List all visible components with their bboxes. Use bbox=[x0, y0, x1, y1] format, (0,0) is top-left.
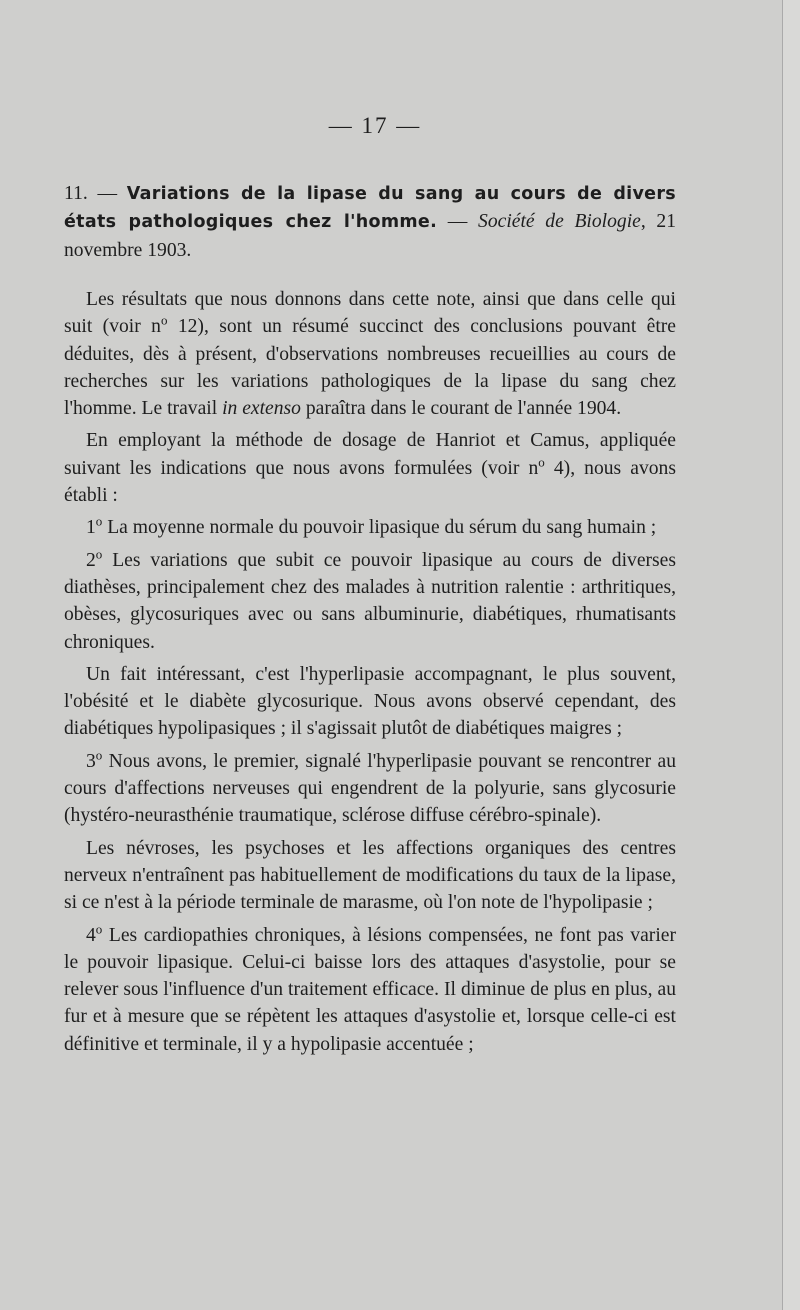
entry-dash: — bbox=[97, 183, 118, 204]
body-text bbox=[64, 286, 676, 1063]
paragraph-method: En employant la méthode de dosage de Hanriot et Camus, appliquée suivant les indications que nous avons formulées (voir $n^o$ 4), nous avons établi : bbox=[64, 430, 676, 507]
entry-number: 11. bbox=[64, 183, 88, 204]
list-item-1: 1$^o$ La moyenne normale du pouvoir lipasique du sérum du sang humain ; bbox=[86, 513, 657, 539]
paragraph-nevroses: Les névroses, les psychoses et les affections organiques des centres nerveux n'entraînent pas habituellement de modifications du taux de la lipase, si ce n'est à la période terminale de marasme, où l'on note de l'hypolipasie ; bbox=[64, 837, 676, 914]
list-item-2: 2$^o$ Les variations que subit ce pouvoir lipasique au cours de diverses diathèses, principalement chez des malades à nutrition ralentie : arthritiques, obèses, glycosuriques avec ou sans albuminurie, diabétiques, rhumatisants chroniques. bbox=[64, 546, 676, 653]
entry-heading bbox=[64, 180, 676, 264]
page-number: — 17 — bbox=[328, 113, 422, 138]
entry-society: Société de Biologie bbox=[478, 211, 641, 233]
list-item-3: 3$^o$ Nous avons, le premier, signalé l'hyperlipasie pouvant se rencontrer au cours d'affections nerveuses qui engendrent de la polyurie, sans glycosurie (hystéro-neurasthénie traumatique, sclérose diffuse cérébro-spinale). bbox=[64, 747, 676, 827]
entry-date: , 21 novembre 1903. bbox=[64, 211, 677, 261]
entry-dash-2: — bbox=[447, 211, 468, 233]
list-item-4: 4$^o$ Les cardiopathies chroniques, à lésions compensées, ne font pas varier le pouvoir lipasique. Celui-ci baisse lors des attaques d'asystolie, pour se relever sous l'influence d'un traitement efficace. Il diminue de plus en plus, au fur et à mesure que se répètent les attaques d'asystolie et, lorsque celle-ci est définitive et terminale, il y a hypolipasie accentuée ; bbox=[64, 921, 676, 1055]
paragraph-intro: Les résultats que nous donnons dans cette note, ainsi que dans celle qui suit (voir $n^o$ 12), sont un résumé succinct des conclusions pouvant être déduites, dès à présent, d'observations nombreuses recueillies au cours de recherches sur les variations pathologiques de la lipase du sang chez l'homme. Le travail in extenso paraîtra dans le courant de l'année 1904. bbox=[64, 289, 676, 420]
paragraph-hyperlipasie: Un fait intéressant, c'est l'hyperlipasie accompagnant, le plus souvent, l'obésité et le diabète glycosurique. Nous avons observé cependant, des diabétiques hypolipasiques ; il s'agissait plutôt de diabétiques maigres ; bbox=[64, 663, 676, 740]
entry-title: Variations de la lipase du sang au cours de divers états pathologiques chez l'homme. bbox=[64, 184, 676, 233]
